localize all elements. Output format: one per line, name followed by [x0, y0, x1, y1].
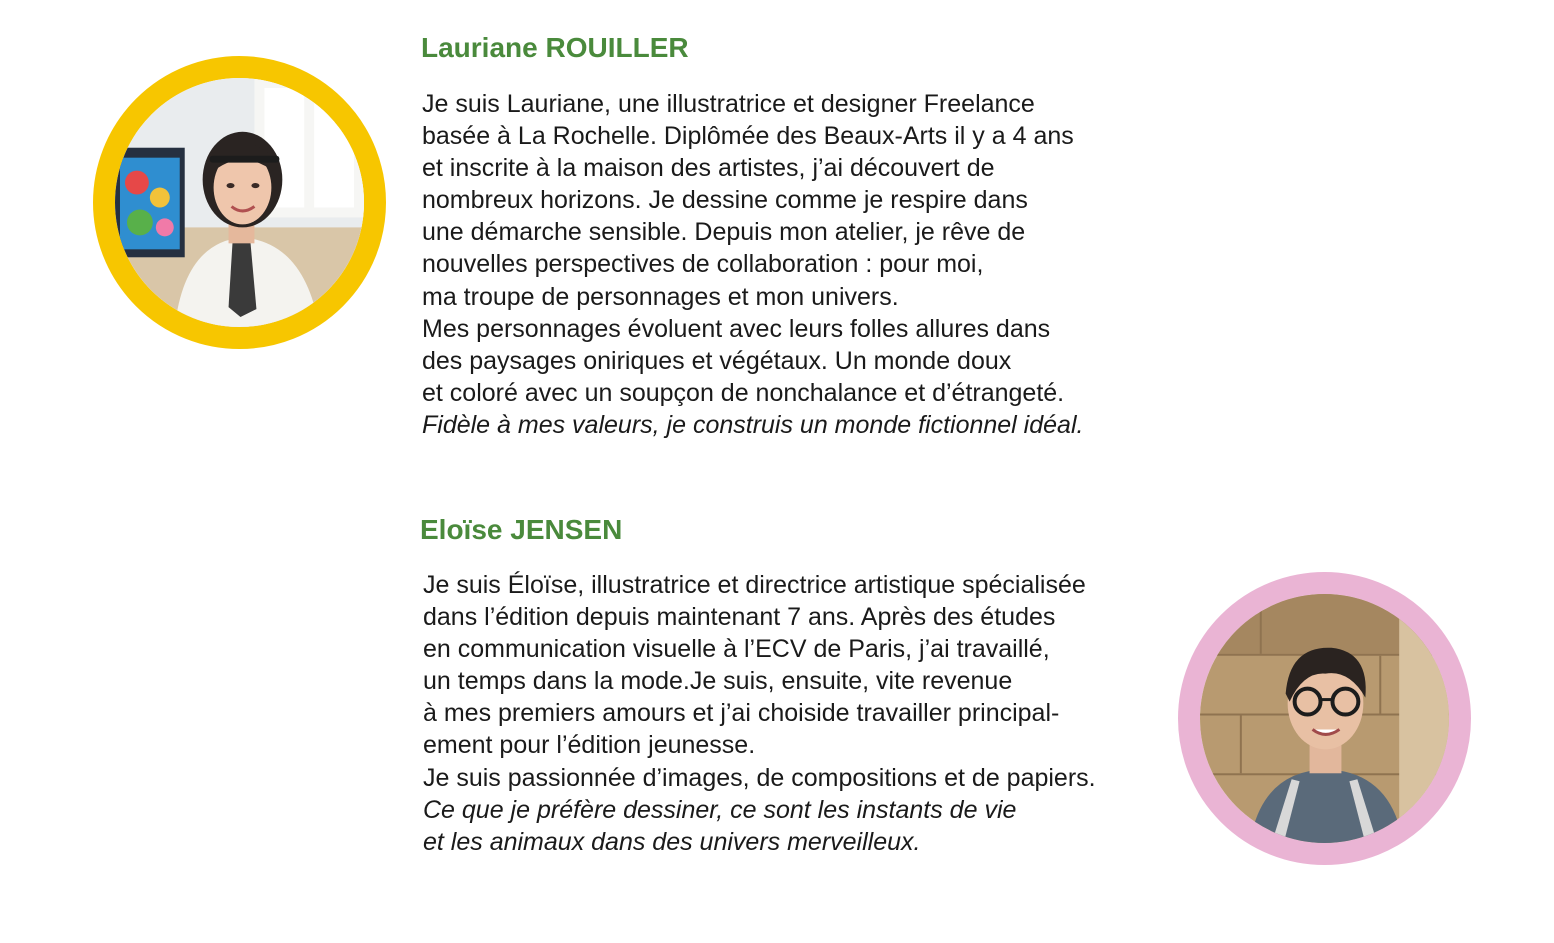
bio-line: à mes premiers amours et j’ai choiside travailler principal-: [423, 699, 1060, 728]
bio-line: Je suis Éloïse, illustratrice et directrice artistique spécialisée: [423, 571, 1086, 599]
bio-line: Mes personnages évoluent avec leurs folles allures dans: [422, 314, 1051, 343]
bio-line: basée à La Rochelle. Diplômée des Beaux-Arts il y a 4 ans: [422, 122, 1074, 151]
profile-name-eloise: Eloïse JENSEN: [420, 514, 623, 545]
portrait-photo-eloise: [1178, 572, 1471, 865]
profile-bio-lauriane: [422, 88, 1083, 441]
bio-line: dans l’édition depuis maintenant 7 ans. Après des études: [423, 603, 1056, 632]
bio-line: une démarche sensible. Depuis mon atelier, je rêve de: [422, 218, 1026, 247]
profile-bio-eloise: [423, 569, 1096, 858]
portrait-photo-lauriane: [93, 56, 386, 349]
portrait-illustration: [115, 78, 364, 327]
bio-line: nombreux horizons. Je dessine comme je respire dans: [422, 186, 1028, 215]
bio-line: Je suis passionnée d’images, de compositions et de papiers.: [423, 763, 1096, 792]
bio-line-italic: Fidèle à mes valeurs, je construis un monde fictionnel idéal.: [422, 410, 1084, 439]
bio-line-italic: Ce que je préfère dessiner, ce sont les instants de vie: [423, 795, 1017, 824]
bio-line: Je suis Lauriane, une illustratrice et designer Freelance: [422, 90, 1035, 118]
portrait-illustration: [1200, 594, 1449, 843]
bio-line: ement pour l’édition jeunesse.: [423, 731, 756, 760]
bio-line: nouvelles perspectives de collaboration : pour moi,: [422, 250, 984, 279]
profile-name-lauriane: Lauriane ROUILLER: [421, 32, 689, 63]
bio-line: un temps dans la mode.Je suis, ensuite, vite revenue: [423, 667, 1013, 696]
bio-line: des paysages oniriques et végétaux. Un monde doux: [422, 346, 1012, 375]
bio-line: et inscrite à la maison des artistes, j’ai découvert de: [422, 154, 995, 183]
bio-line: en communication visuelle à l’ECV de Paris, j’ai travaillé,: [423, 635, 1050, 664]
bio-line: et coloré avec un soupçon de nonchalance et d’étrangeté.: [422, 378, 1065, 407]
bio-line: ma troupe de personnages et mon univers.: [422, 282, 899, 311]
bio-line-italic: et les animaux dans des univers merveilleux.: [423, 827, 921, 856]
